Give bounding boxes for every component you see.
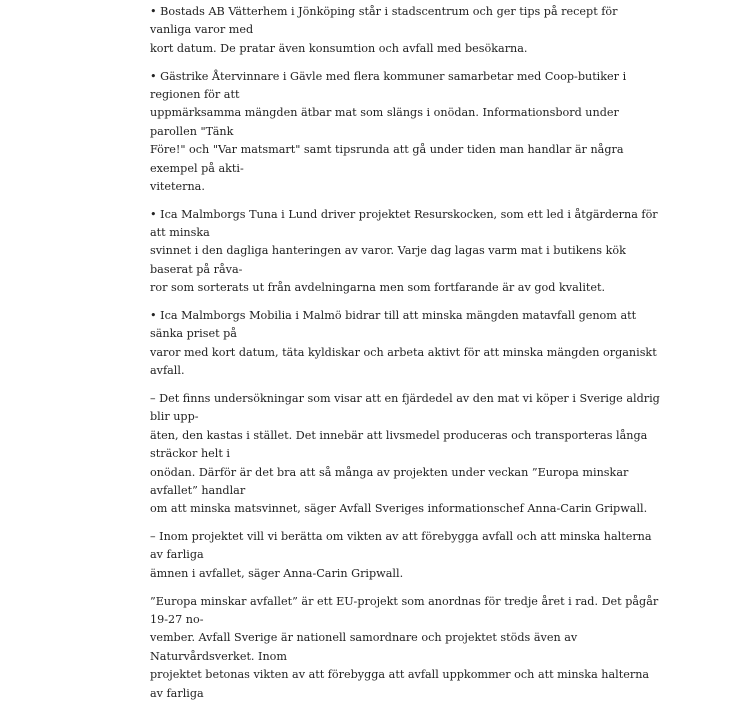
article-body	[150, 3, 660, 712]
paragraph-ica-tuna: • Ica Malmborgs Tuna i Lund driver projektet Resurskocken, som ett led i åtgärderna för att minska svinnet i den dagliga hanteringen av varor. Varje dag lagas varm mat i butikens kök baserat på råva- ror som sorterats ut från avdelningarna men som fortfarande är av god kvalitet.	[150, 207, 658, 295]
paragraph-ica-mobilia: • Ica Malmborgs Mobilia i Malmö bidrar till att minska mängden matavfall genom att sänka priset på varor med kort datum, täta kyldiskar och arbeta aktivt för att minska mängden organiskt avfall.	[150, 308, 657, 378]
paragraph-eu-project: ”Europa minskar avfallet” är ett EU-projekt som anordnas för tredje året i rad. Det pågår 19-27 no- vember. Avfall Sverige är nationell samordnare och projektet stöds även av Naturvårdsverket. Inom projektet betonas vikten av att förebygga att avfall uppkommer och att minska halterna av farliga	[150, 594, 659, 700]
paragraph-quote-farliga-amnen: – Inom projektet vill vi berätta om vikten av att förebygga avfall och att minska halterna av farliga ämnen i avfallet, säger Anna-Carin Gripwall.	[150, 530, 652, 580]
paragraph-quote-matsvinn: – Det finns undersökningar som visar att en fjärdedel av den mat vi köper i Sverige aldrig blir upp- äten, den kastas i stället. Det innebär att livsmedel produceras och transporteras långa sträckor helt i onödan. Därför är det bra att så många av projekten under veckan ”Europa minskar avfallet” handlar om att minska matsvinnet, säger Avfall Sveriges informationschef Anna-Carin Gripwall.	[150, 391, 660, 516]
paragraph-gastrike: • Gästrike Återvinnare i Gävle med flera kommuner samarbetar med Coop-butiker i regionen för att uppmärksamma mängden ätbar mat som slängs i onödan. Informationsbord under parollen "Tänk Före!" och "Var matsmart" samt tipsrunda att gå under tiden man handlar är några exempel på akti- viteterna.	[150, 69, 627, 193]
paragraph-vatterhem: • Bostads AB Vätterhem i Jönköping står i stadscentrum och ger tips på recept för vanliga varor med kort datum. De pratar även konsumtion och avfall med besökarna.	[150, 5, 618, 55]
